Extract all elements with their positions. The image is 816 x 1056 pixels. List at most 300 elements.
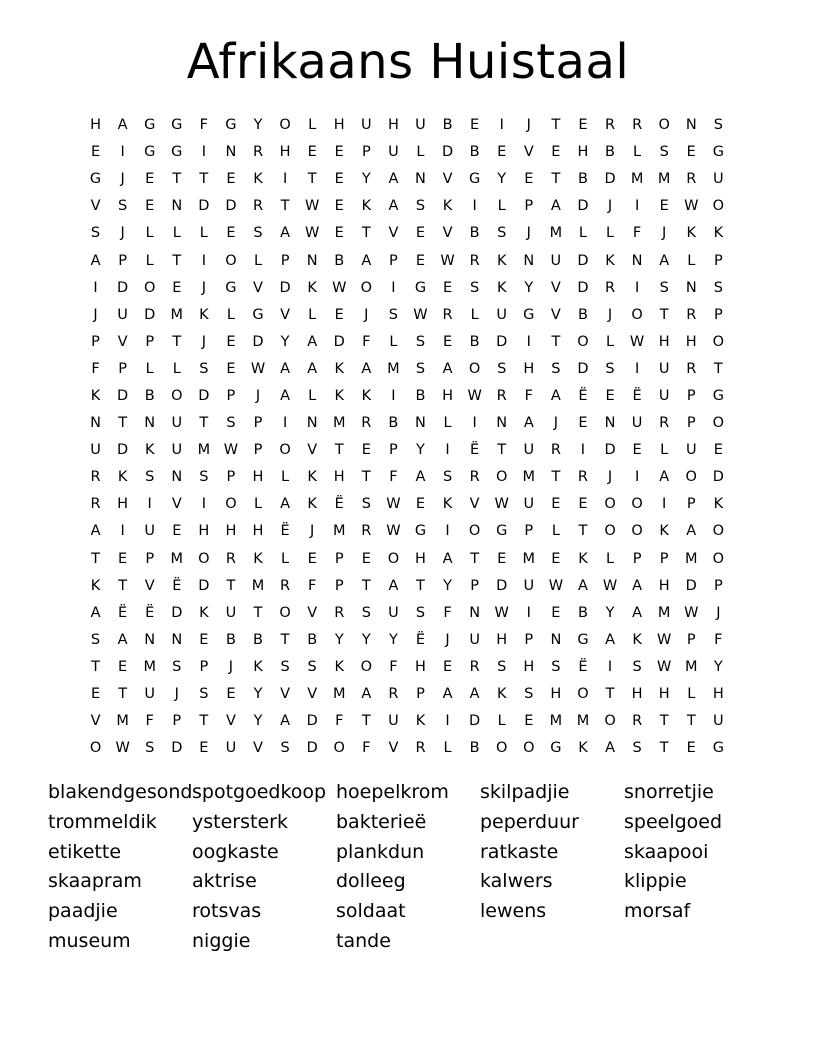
grid-letter: W	[440, 252, 455, 269]
grid-letter: A	[280, 360, 291, 377]
grid-letter: S	[632, 740, 642, 757]
grid-letter: K	[361, 198, 372, 215]
grid-row	[82, 627, 732, 654]
grid-letter: S	[361, 604, 371, 621]
grid-letter: T	[172, 333, 182, 350]
grid-letter: E	[90, 686, 101, 703]
grid-letter: T	[118, 415, 128, 432]
grid-letter: B	[469, 144, 480, 161]
grid-letter: H	[415, 550, 426, 567]
grid-letter: E	[172, 523, 182, 540]
grid-letter: G	[144, 117, 156, 134]
word-list-item: aktrise	[192, 870, 257, 893]
grid-letter: F	[307, 577, 317, 594]
grid-letter: K	[578, 550, 588, 567]
grid-letter: K	[578, 740, 588, 757]
grid-row	[82, 329, 732, 356]
grid-letter: G	[712, 387, 724, 404]
grid-letter: P	[172, 713, 182, 730]
grid-letter: P	[334, 577, 344, 594]
grid-letter: M	[685, 658, 698, 675]
grid-letter: J	[201, 333, 206, 350]
grid-letter: R	[604, 117, 616, 134]
grid-letter: L	[145, 252, 154, 269]
grid-letter: K	[90, 387, 101, 404]
grid-letter: M	[549, 225, 563, 242]
grid-letter: G	[171, 144, 183, 161]
grid-letter: D	[225, 198, 237, 215]
grid-letter: P	[686, 631, 696, 648]
grid-letter: B	[469, 225, 480, 242]
grid-letter: D	[712, 469, 724, 486]
grid-letter: S	[415, 333, 426, 350]
grid-row	[82, 681, 732, 708]
word-list-item: skaapooi	[624, 840, 709, 863]
grid-letter: M	[657, 171, 671, 188]
grid-letter: P	[145, 550, 155, 567]
grid-letter: D	[171, 740, 183, 757]
grid-letter: B	[442, 117, 453, 134]
grid-letter: P	[659, 550, 669, 567]
grid-letter: O	[496, 469, 508, 486]
grid-letter: F	[443, 604, 452, 621]
grid-letter: T	[551, 171, 561, 188]
page-title: Afrikaans Huistaal	[186, 34, 630, 90]
grid-letter: M	[522, 469, 536, 486]
grid-letter: V	[90, 198, 101, 215]
grid-letter: S	[90, 225, 101, 242]
grid-letter: B	[253, 631, 263, 648]
grid-letter: O	[577, 333, 589, 350]
grid-letter: K	[632, 631, 642, 648]
grid-letter: O	[577, 686, 589, 703]
grid-letter: E	[334, 306, 344, 323]
grid-letter: P	[226, 469, 236, 486]
grid-row	[82, 112, 732, 139]
grid-letter: P	[686, 496, 696, 513]
grid-letter: N	[90, 415, 101, 432]
grid-letter: K	[334, 387, 344, 404]
grid-letter: W	[494, 496, 509, 513]
grid-letter: D	[577, 198, 589, 215]
grid-letter: B	[469, 333, 480, 350]
grid-letter: R	[469, 658, 480, 675]
grid-row	[82, 220, 732, 247]
grid-letter: M	[251, 577, 265, 594]
grid-letter: D	[279, 279, 291, 296]
word-list-item: ratkaste	[480, 840, 559, 863]
grid-letter: H	[252, 469, 264, 486]
grid-letter: L	[605, 225, 615, 242]
grid-letter: H	[577, 144, 589, 161]
grid-row	[82, 302, 732, 329]
grid-letter: R	[334, 604, 345, 621]
grid-letter: R	[90, 469, 101, 486]
grid-letter: D	[252, 333, 264, 350]
grid-letter: M	[576, 713, 590, 730]
grid-letter: L	[687, 252, 696, 269]
grid-letter: A	[280, 496, 291, 513]
grid-letter: K	[90, 577, 101, 594]
grid-letter: F	[91, 360, 100, 377]
grid-letter: V	[550, 306, 561, 323]
grid-letter: E	[551, 604, 561, 621]
grid-letter: I	[634, 469, 640, 486]
grid-letter: A	[550, 387, 561, 404]
grid-letter: E	[226, 333, 236, 350]
grid-letter: O	[468, 523, 481, 540]
grid-letter: U	[171, 442, 183, 459]
grid-letter: W	[602, 577, 618, 594]
grid-letter: E	[659, 198, 669, 215]
grid-letter: H	[90, 117, 101, 134]
grid-letter: U	[713, 171, 724, 188]
grid-letter: S	[659, 279, 669, 296]
grid-letter: A	[117, 117, 128, 134]
grid-letter: W	[684, 198, 699, 215]
grid-letter: I	[201, 496, 206, 513]
grid-letter: R	[442, 306, 453, 323]
grid-letter: M	[332, 415, 346, 432]
word-list-item: snorretjie	[624, 781, 714, 803]
grid-letter: U	[90, 442, 101, 459]
grid-letter: P	[118, 360, 127, 377]
grid-letter: B	[605, 144, 615, 161]
grid-letter: A	[90, 252, 101, 269]
grid-letter: P	[524, 198, 534, 215]
grid-letter: V	[117, 333, 128, 350]
grid-letter: B	[577, 306, 588, 323]
grid-letter: Ë	[280, 523, 290, 540]
grid-letter: M	[170, 550, 184, 567]
grid-letter: B	[415, 387, 426, 404]
grid-letter: Y	[524, 279, 534, 296]
grid-letter: Ë	[172, 577, 182, 594]
grid-letter: K	[605, 252, 615, 269]
grid-letter: I	[580, 442, 586, 459]
grid-letter: K	[713, 496, 724, 513]
grid-letter: Ë	[578, 387, 588, 404]
grid-letter: J	[607, 306, 613, 323]
grid-letter: S	[199, 469, 209, 486]
grid-letter: L	[605, 550, 615, 567]
grid-letter: P	[145, 333, 155, 350]
grid-letter: I	[120, 144, 125, 161]
grid-letter: F	[389, 469, 398, 486]
grid-letter: I	[391, 279, 396, 296]
grid-row	[82, 166, 732, 193]
grid-letter: V	[307, 686, 318, 703]
grid-letter: O	[523, 740, 535, 757]
grid-letter: N	[306, 415, 318, 432]
grid-letter: A	[605, 631, 615, 648]
grid-letter: H	[523, 658, 535, 675]
grid-letter: F	[362, 333, 371, 350]
grid-letter: T	[686, 713, 696, 730]
grid-letter: U	[361, 117, 372, 134]
word-list-item: soldaat	[336, 900, 406, 923]
grid-letter: A	[280, 387, 291, 404]
grid-letter: V	[225, 713, 236, 730]
grid-letter: G	[414, 279, 427, 296]
grid-letter: P	[470, 577, 479, 594]
word-list-item: peperduur	[480, 810, 579, 833]
grid-letter: E	[415, 225, 426, 242]
grid-letter: E	[415, 496, 426, 513]
grid-letter: R	[686, 360, 697, 377]
grid-letter: L	[281, 469, 290, 486]
grid-letter: J	[174, 686, 179, 703]
grid-letter: V	[90, 713, 101, 730]
grid-letter: A	[307, 360, 318, 377]
grid-row	[82, 356, 732, 383]
grid-letter: E	[199, 740, 209, 757]
grid-letter: O	[279, 604, 291, 621]
grid-letter: S	[524, 686, 534, 703]
word-list-item: museum	[48, 929, 131, 952]
grid-letter: W	[548, 577, 564, 594]
grid-letter: W	[657, 658, 672, 675]
grid-letter: E	[578, 117, 588, 134]
grid-letter: T	[361, 225, 371, 242]
grid-letter: S	[659, 144, 669, 161]
grid-letter: A	[632, 577, 643, 594]
grid-letter: H	[685, 333, 697, 350]
grid-letter: I	[391, 387, 396, 404]
grid-letter: A	[686, 523, 697, 540]
word-list-item: dolleeg	[336, 870, 406, 893]
grid-letter: D	[496, 577, 508, 594]
grid-letter: U	[550, 252, 562, 269]
grid-letter: M	[685, 550, 698, 567]
word-list-item: skaapram	[48, 870, 142, 893]
grid-letter: R	[225, 550, 236, 567]
grid-letter: W	[494, 604, 509, 621]
grid-letter: E	[578, 415, 588, 432]
grid-letter: N	[685, 117, 697, 134]
grid-letter: S	[551, 360, 561, 377]
grid-letter: I	[120, 523, 125, 540]
word-list-item: paadjie	[48, 900, 118, 923]
grid-letter: R	[252, 144, 264, 161]
grid-letter: A	[632, 604, 643, 621]
grid-letter: T	[253, 604, 263, 621]
grid-letter: T	[199, 415, 209, 432]
grid-letter: R	[632, 713, 643, 730]
grid-row	[82, 546, 732, 573]
grid-letter: P	[632, 550, 642, 567]
grid-letter: G	[252, 306, 264, 323]
grid-letter: O	[631, 523, 643, 540]
grid-letter: H	[658, 686, 670, 703]
grid-letter: U	[388, 713, 399, 730]
grid-letter: A	[90, 523, 101, 540]
grid-letter: P	[253, 442, 263, 459]
grid-letter: E	[334, 225, 344, 242]
grid-letter: T	[578, 523, 588, 540]
grid-letter: P	[253, 415, 263, 432]
grid-letter: H	[442, 387, 453, 404]
word-list-item: klippie	[624, 870, 687, 893]
grid-letter: D	[117, 387, 129, 404]
grid-row	[82, 600, 732, 627]
grid-letter: V	[550, 279, 561, 296]
grid-letter: G	[577, 631, 589, 648]
grid-letter: G	[523, 306, 535, 323]
grid-letter: R	[361, 415, 372, 432]
grid-row	[82, 735, 732, 762]
grid-letter: B	[388, 415, 399, 432]
grid-letter: I	[201, 144, 206, 161]
grid-letter: S	[497, 360, 507, 377]
grid-letter: K	[307, 279, 317, 296]
grid-letter: O	[89, 740, 102, 757]
grid-letter: U	[171, 415, 183, 432]
grid-letter: D	[198, 387, 210, 404]
grid-letter: D	[604, 442, 616, 459]
grid-letter: H	[252, 523, 264, 540]
grid-letter: S	[199, 360, 209, 377]
grid-letter: G	[171, 117, 183, 134]
grid-letter: O	[712, 415, 725, 432]
grid-letter: J	[310, 523, 315, 540]
grid-row	[82, 708, 732, 735]
grid-letter: E	[713, 442, 723, 459]
grid-letter: T	[280, 198, 290, 215]
word-list-item: bakterieë	[336, 810, 427, 833]
grid-letter: J	[93, 306, 98, 323]
grid-letter: U	[658, 360, 670, 377]
grid-letter: T	[551, 117, 561, 134]
grid-letter: D	[469, 713, 481, 730]
grid-letter: O	[712, 523, 725, 540]
grid-letter: W	[332, 279, 347, 296]
grid-letter: G	[712, 740, 724, 757]
word-search-grid	[82, 112, 732, 762]
grid-row	[82, 464, 732, 491]
grid-letter: T	[280, 631, 290, 648]
grid-letter: R	[604, 279, 616, 296]
grid-letter: E	[226, 171, 236, 188]
grid-letter: I	[634, 360, 640, 377]
grid-letter: J	[364, 306, 369, 323]
grid-letter: V	[171, 496, 182, 513]
grid-letter: I	[607, 658, 613, 675]
grid-letter: R	[361, 523, 372, 540]
grid-letter: A	[307, 333, 318, 350]
word-list-item: speelgoed	[624, 810, 723, 833]
grid-letter: Y	[388, 631, 398, 648]
grid-letter: S	[551, 658, 561, 675]
grid-letter: S	[415, 198, 426, 215]
grid-letter: P	[199, 658, 209, 675]
grid-letter: A	[388, 577, 399, 594]
grid-letter: N	[171, 198, 183, 215]
grid-letter: I	[147, 496, 152, 513]
grid-letter: N	[225, 144, 237, 161]
grid-letter: I	[526, 333, 531, 350]
grid-letter: L	[497, 713, 506, 730]
grid-letter: W	[467, 387, 482, 404]
grid-letter: W	[386, 496, 401, 513]
grid-letter: T	[659, 306, 669, 323]
grid-letter: M	[143, 658, 156, 675]
grid-letter: T	[226, 577, 236, 594]
grid-letter: P	[713, 306, 723, 323]
grid-letter: L	[633, 144, 642, 161]
word-list-item: skilpadjie	[480, 781, 570, 803]
grid-letter: K	[253, 658, 263, 675]
grid-letter: M	[116, 713, 129, 730]
grid-letter: P	[686, 387, 696, 404]
grid-letter: L	[308, 117, 317, 134]
grid-letter: L	[253, 252, 263, 269]
grid-letter: L	[281, 550, 290, 567]
grid-letter: M	[387, 360, 400, 377]
grid-letter: P	[389, 442, 398, 459]
grid-letter: F	[335, 713, 344, 730]
grid-letter: V	[469, 496, 480, 513]
grid-letter: L	[308, 387, 317, 404]
grid-letter: I	[634, 279, 640, 296]
grid-letter: D	[117, 279, 129, 296]
grid-letter: E	[470, 117, 480, 134]
grid-letter: O	[171, 387, 183, 404]
grid-letter: V	[253, 279, 263, 296]
grid-letter: R	[577, 469, 588, 486]
grid-letter: E	[307, 144, 317, 161]
grid-letter: H	[333, 117, 345, 134]
grid-letter: R	[686, 306, 697, 323]
grid-letter: W	[684, 604, 699, 621]
grid-letter: O	[712, 333, 725, 350]
grid-letter: M	[197, 442, 211, 459]
grid-letter: T	[361, 713, 371, 730]
grid-letter: G	[225, 279, 237, 296]
grid-letter: K	[117, 469, 128, 486]
grid-letter: O	[631, 496, 643, 513]
grid-letter: A	[280, 225, 291, 242]
grid-letter: J	[445, 631, 450, 648]
grid-letter: D	[577, 252, 589, 269]
grid-letter: U	[388, 144, 399, 161]
grid-letter: N	[685, 279, 697, 296]
grid-letter: B	[577, 171, 588, 188]
grid-letter: L	[172, 360, 181, 377]
grid-letter: W	[304, 225, 320, 242]
grid-letter: A	[388, 198, 399, 215]
grid-letter: O	[658, 117, 670, 134]
grid-letter: W	[413, 306, 428, 323]
grid-letter: U	[144, 523, 155, 540]
grid-letter: T	[91, 550, 100, 567]
grid-letter: P	[524, 523, 534, 540]
grid-letter: L	[660, 442, 669, 459]
grid-letter: K	[199, 306, 209, 323]
grid-letter: N	[604, 415, 616, 432]
grid-letter: T	[416, 577, 425, 594]
grid-letter: D	[306, 740, 318, 757]
grid-letter: D	[685, 577, 697, 594]
grid-letter: L	[172, 225, 181, 242]
grid-letter: E	[226, 225, 236, 242]
grid-letter: M	[522, 550, 536, 567]
grid-letter: D	[306, 713, 318, 730]
grid-letter: Ë	[470, 442, 480, 459]
grid-letter: A	[388, 171, 399, 188]
grid-letter: H	[523, 360, 535, 377]
grid-letter: R	[550, 442, 561, 459]
